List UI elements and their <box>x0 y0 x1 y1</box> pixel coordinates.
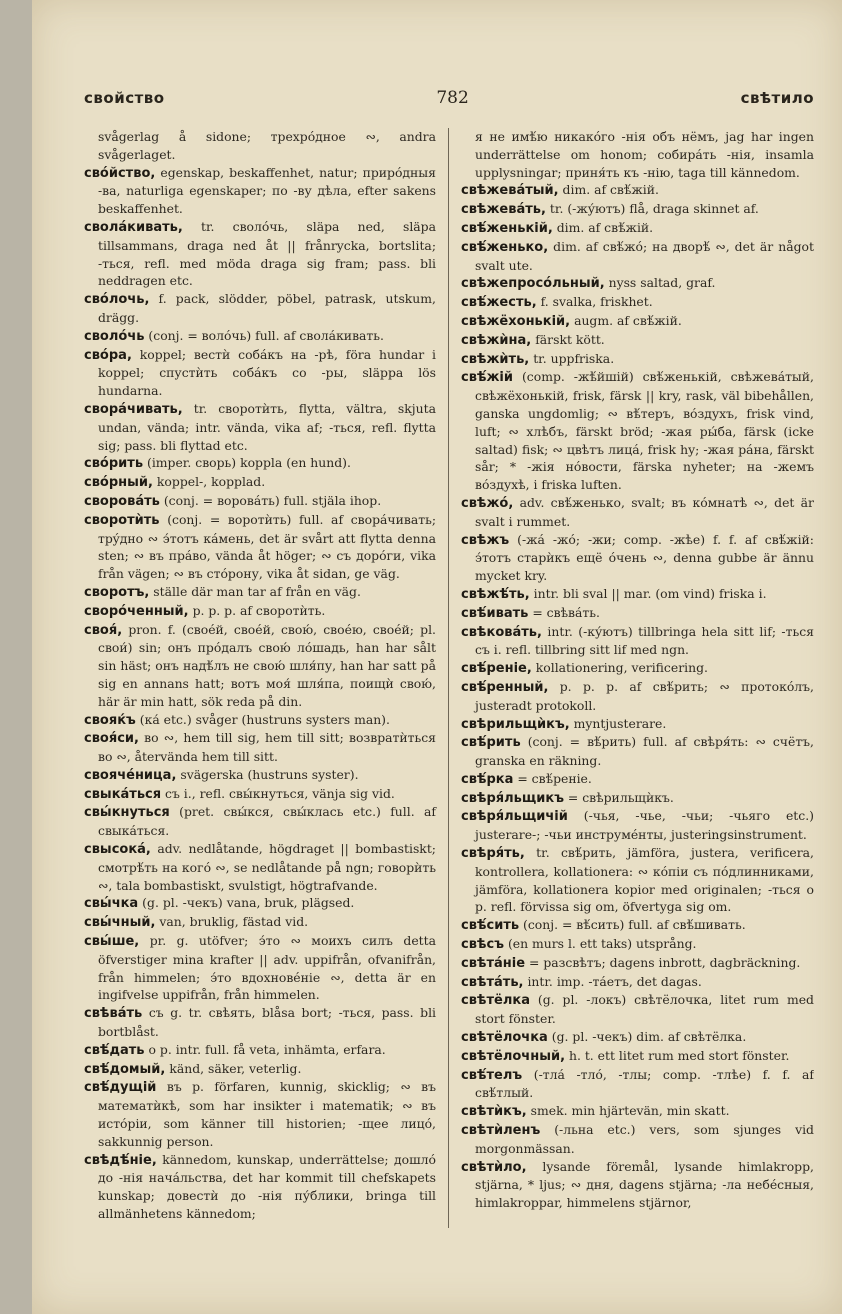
dictionary-entry <box>84 766 436 785</box>
entry-definition: = свѣвáть. <box>532 604 600 620</box>
entry-definition: во ∾, hem till sig, hem till sitt; возвратѝться во ∾, återvända hem till sitt. <box>98 730 436 765</box>
dictionary-entry <box>84 1151 436 1223</box>
dictionary-entry <box>84 327 436 346</box>
page-header <box>84 88 814 118</box>
dictionary-entry <box>461 494 814 531</box>
dictionary-entry <box>84 729 436 766</box>
entry-headword: своя́си, <box>84 731 139 747</box>
dictionary-entry <box>84 840 436 894</box>
dictionary-entry <box>84 1004 436 1041</box>
entry-headword: свы́ше, <box>84 934 140 950</box>
entry-definition: ställe där man tar af från en väg. <box>153 583 361 599</box>
entry-definition: (pret. свы́кся, свы́клась etc.) full. af свыкáться. <box>98 804 436 839</box>
dictionary-entry <box>84 621 436 711</box>
entry-definition: (conj. = вѣ́сить) full. af свѣ́шивать. <box>523 917 746 933</box>
entry-headword: своровáть <box>84 493 160 509</box>
entry-definition: h. t. ett litet rum med stort fönster. <box>568 1047 790 1063</box>
entry-definition: känd, säker, veterlig. <box>169 1060 302 1076</box>
dictionary-entry <box>84 1060 436 1079</box>
entry-headword: свѣ́жій <box>461 370 513 386</box>
dictionary-entry <box>461 733 814 770</box>
entry-definition: koppel-, kopplad. <box>156 474 266 490</box>
entry-headword: сворáчивать, <box>84 401 183 417</box>
entry-definition: pr. g. utöfver; э́то ∾ моихъ силъ detta öfverstiger mina krafter || adv. uppifrån, ofvanifrån, från himmelen; э́то вдохновéніе ∾, detta är en ingifvelse uppifrån, från himmelen. <box>98 933 436 1003</box>
entry-headword: свѣжевáть, <box>461 202 546 218</box>
dictionary-entry <box>461 1102 814 1121</box>
entry-headword: свѣ́женько, <box>461 239 549 255</box>
entry-headword: свѣжепросóльный, <box>461 276 605 292</box>
dictionary-entry <box>461 331 814 350</box>
entry-headword: свыкáться <box>84 786 162 802</box>
dictionary-entry <box>84 894 436 913</box>
entry-definition: tr. (-жу́ютъ) flå, draga skinnet af. <box>549 201 759 217</box>
dictionary-entry <box>84 454 436 473</box>
entry-definition: = разсвѣтъ; dagens inbrott, dagbräckning. <box>529 954 801 970</box>
entry-definition: я не имѣ́ю никакóго -нія объ нёмъ, jag har ingen underrättelse om honom; собирáть -нія, insamla upplysningar; приня́ть къ -нію, taga till kännedom. <box>475 129 814 180</box>
entry-headword: свѣтáніе <box>461 955 526 971</box>
dictionary-entry <box>84 932 436 1004</box>
entry-definition: adv. nedlåtande, högdraget || bombastiskt; смотрѣ́ть на когó ∾, se nedlåtande på ngn; говорѝть ∾, tala bombastiskt, svulstigt, högtrafvande. <box>98 841 436 893</box>
entry-definition: (imper. сворь) koppla (en hund). <box>147 455 351 471</box>
dictionary-entry <box>461 1158 814 1212</box>
dictionary-entry <box>461 623 814 660</box>
dictionary-entry <box>461 789 814 808</box>
entry-definition: (-жá -жó; -жи; comp. -жѣе) f. f. af свѣ́жій: э́тотъ старѝкъ ещё óчень ∾, denna gubbe är ännu mycket kry. <box>475 531 814 584</box>
entry-headword: свѣвáть <box>84 1006 143 1022</box>
entry-headword: свы́кнуться <box>84 805 170 821</box>
entry-definition: egenskap, beskaffenhet, natur; прирóдныя -ва, naturliga egenskaper; по -ву дѣла, efter sakens beskaffenhet. <box>98 164 436 217</box>
entry-headword: свѣтёлочка <box>461 1030 548 1046</box>
entry-headword: свѣжѝна, <box>461 332 532 348</box>
entry-definition: (en murs l. ett taks) utsprång. <box>507 936 697 952</box>
entry-headword: свѣ́сить <box>461 918 520 934</box>
entry-headword: свѣтѝло, <box>461 1159 527 1175</box>
dictionary-entry <box>84 164 436 218</box>
left-column <box>84 128 449 1228</box>
dictionary-entry <box>461 1066 814 1103</box>
dictionary-entry <box>84 492 436 511</box>
entry-headword: свѣ́дущій <box>84 1080 157 1096</box>
dictionary-entry <box>84 400 436 454</box>
entry-headword: свѣ́жесть, <box>461 295 537 311</box>
entry-definition: kollationering, verificering. <box>535 660 708 676</box>
entry-headword: свѣжѝть, <box>461 351 530 367</box>
dictionary-entry <box>84 913 436 932</box>
entry-headword: сволáкивать, <box>84 219 183 235</box>
dictionary-entry <box>461 128 814 181</box>
entry-definition: (conj. = воротѝть) full. af сворáчивать; трýдно ∾ э́тотъ кáмень, det är svårt att flytta denna sten; ∾ въ прáво, vända åt höger; ∾ съ дорóги, vika från vägen; ∾ въ стóрону, vika åt sidan, ge väg. <box>98 511 436 582</box>
dictionary-entry <box>84 128 436 164</box>
dictionary-entry <box>84 803 436 840</box>
entry-definition: dim. af свѣ́жó; на дворѣ́ ∾, det är något svalt ute. <box>475 238 814 273</box>
entry-headword: свѣжъ <box>461 532 510 548</box>
entry-headword: свѣжевáтый, <box>461 183 559 199</box>
dictionary-entry <box>461 954 814 973</box>
entry-headword: своротъ, <box>84 584 150 600</box>
entry-headword: свѣ́домый, <box>84 1061 166 1077</box>
dictionary-entry <box>461 678 814 715</box>
right-running-headword: свѣтило <box>740 89 814 107</box>
dictionary-entry <box>461 715 814 734</box>
entry-headword: свояќъ <box>84 712 136 728</box>
entry-definition: (conj. = волóчь) full. af сволáкивать. <box>148 327 384 343</box>
entry-definition: intr. (-ку́ютъ) tillbringa hela sitt lif; -ться съ i. refl. tillbring sitt lif med ngn. <box>475 623 814 658</box>
dictionary-entry <box>461 604 814 623</box>
entry-headword: свѣря́льщикъ <box>461 790 564 806</box>
entry-headword: свoрóченный, <box>84 603 189 619</box>
dictionary-entry <box>461 219 814 238</box>
entry-headword: свѣдѣ́ніе, <box>84 1152 157 1168</box>
entry-definition: (ка́ etc.) svåger (hustruns systers man). <box>139 711 390 727</box>
dictionary-entry <box>461 935 814 954</box>
left-running-headword: свойство <box>84 89 165 107</box>
entry-headword: свѣжó, <box>461 495 514 511</box>
dictionary-entry <box>84 785 436 804</box>
right-column <box>449 128 814 1228</box>
entry-definition: въ p. förfaren, kunnig, skicklig; ∾ въ математѝкѣ, som har insikter i matematik; ∾ въ истóріи, som känner till historien; -щее лицó, sakkunnig person. <box>98 1079 436 1149</box>
entry-headword: свѣ́рить <box>461 735 521 751</box>
dictionary-columns <box>84 128 814 1228</box>
entry-headword: свѣря́ть, <box>461 846 525 862</box>
dictionary-entry <box>461 807 814 844</box>
entry-definition: tr. свѣ́рить, jämföra, justera, verificera, kontrollera, kollationera: ∾ кóпіи съ пóдлинниками, jämföra, kollationera kopior med originalen; -ться о p. refl. förvissa sig om, öfvertyga sig om. <box>475 845 814 915</box>
entry-definition: (-льна etc.) vers, som sjunges vid morgonmässan. <box>475 1122 814 1156</box>
dictionary-entry <box>461 312 814 331</box>
entry-definition: svågerlag å sidone; трехрóдное ∾, andra svågerlaget. <box>98 129 436 162</box>
entry-definition: van, bruklig, fästad vid. <box>159 914 309 930</box>
entry-definition: f. svalka, friskhet. <box>540 294 653 310</box>
dictionary-entry <box>84 290 436 327</box>
entry-definition: съ i., refl. свы́кнуться, vänja sig vid. <box>165 785 395 801</box>
dictionary-entry <box>461 1028 814 1047</box>
dictionary-entry <box>84 346 436 400</box>
dictionary-entry <box>461 1121 814 1158</box>
dictionary-entry <box>461 770 814 789</box>
dictionary-entry <box>84 1041 436 1060</box>
entry-definition: tr. сволóчь, släpa ned, släpa tillsammans, draga ned åt || frånrycka, bortslita; -ться, refl. med möda draga sig fram; pass. bli neddragen etc. <box>98 218 436 289</box>
entry-headword: свояче́ница, <box>84 767 177 783</box>
dictionary-entry <box>84 218 436 290</box>
entry-headword: свóрить <box>84 456 144 472</box>
entry-definition: koppel; вестѝ собáкъ на -рѣ, föra hundar i koppel; спустѝть собáкъ со -ры, släppa lös hundarna. <box>98 346 436 399</box>
entry-headword: свѣсъ <box>461 937 504 953</box>
entry-headword: свѣ́женькій, <box>461 220 553 236</box>
entry-headword: свѣ́рка <box>461 771 514 787</box>
entry-definition: augm. af свѣ́жій. <box>574 312 682 328</box>
entry-definition: (-чья, -чье, -чьи; -чьяго etc.) justerare-; -чьи инструмéнты, justeringsinstrument. <box>475 808 814 843</box>
entry-definition: = свѣрильщѝкъ. <box>567 789 674 805</box>
entry-definition: dim. af свѣ́жій. <box>556 219 654 235</box>
entry-headword: свѣжёхонькій, <box>461 313 571 329</box>
entry-headword: свѣтёлка <box>461 993 530 1009</box>
entry-definition: nyss saltad, graf. <box>608 275 716 291</box>
entry-headword: свѣря́льщичій <box>461 809 568 825</box>
dictionary-entry <box>461 200 814 219</box>
entry-definition: tr. своротѝть, flytta, vältra, skjuta undan, vända; intr. vända, vika af; -ться, refl. flytta sig; pass. bli flyttad etc. <box>98 400 436 453</box>
entry-headword: свѣ́реніе, <box>461 661 532 677</box>
entry-definition: (-тлá -тлó, -тлы; comp. -тлѣе) f. f. af свѣ́тлый. <box>475 1066 814 1101</box>
entry-headword: свы́чный, <box>84 915 156 931</box>
dictionary-entry <box>84 511 436 583</box>
entry-definition: (comp. -жѣ́йшій) свѣ́женькій, свѣжевáтый, свѣжёхонькій, frisk, färsk || kry, rask, väl bibehållen, ganska ungdomlig; ∾ вѣ́теръ, вóздухъ, frisk vind, luft; ∾ хлѣбъ, färskt bröd; -жая ры́ба, färsk (icke saltad) fisk; ∾ цвѣтъ лицá, frisk hy; -жая рáна, färskt sår; * -жія нóвости, färska nyheter; на -жемъ вóздухѣ, i friska luften. <box>475 369 814 493</box>
entry-headword: свысокá, <box>84 842 151 858</box>
entry-headword: свѣжѣ́ть, <box>461 586 530 602</box>
entry-definition: = свѣ́реніе. <box>517 770 592 786</box>
entry-headword: свóра, <box>84 347 132 363</box>
entry-headword: свóлочь, <box>84 292 150 308</box>
dictionary-entry <box>461 1047 814 1066</box>
entry-headword: свѣ́дать <box>84 1042 145 1058</box>
dictionary-entry <box>461 274 814 293</box>
entry-headword: свѣтёлочный, <box>461 1048 566 1064</box>
entry-definition: intr. imp. -тáетъ, det dagas. <box>527 973 702 989</box>
dictionary-entry <box>84 473 436 492</box>
dictionary-entry <box>461 916 814 935</box>
entry-headword: сволóчь <box>84 328 145 344</box>
entry-headword: свóйство, <box>84 165 156 181</box>
entry-definition: о p. intr. full. få veta, inhämta, erfara. <box>148 1041 386 1057</box>
dictionary-entry <box>461 350 814 369</box>
entry-definition: (conj. = вѣ́рить) full. af свѣря́ть: ∾ счётъ, granska en räkning. <box>475 734 814 769</box>
entry-definition: (g. pl. -локъ) свѣтёлочка, litet rum med stort fönster. <box>475 992 814 1027</box>
entry-definition: f. pack, slödder, pöbel, patrask, utskum, drägg. <box>98 291 436 325</box>
entry-headword: свѣковáть, <box>461 624 542 640</box>
dictionary-entry <box>84 602 436 621</box>
entry-definition: pron. f. (своéй, своéй, свою́, своéю, своéй; pl. свои́) sin; онъ прóдалъ свою́ лóшадь, han har sålt sin häst; онъ надѣ́лъ не свою́ шля́пу, han har satt på sig en annans hatt; вотъ моя́ шля́па, поищѝ свою́, här är min hatt, sök reda på din. <box>98 621 436 709</box>
entry-definition: intr. bli sval || mar. (om vind) friska i. <box>533 585 767 601</box>
entry-headword: свѣтѝленъ <box>461 1123 541 1139</box>
dictionary-entry <box>461 181 814 200</box>
entry-headword: свы́чка <box>84 896 139 912</box>
dictionary-entry <box>461 973 814 992</box>
entry-definition: (conj. = воровáть) full. stjäla ihop. <box>163 492 382 508</box>
entry-headword: свóрный, <box>84 475 153 491</box>
dictionary-entry <box>461 238 814 275</box>
dictionary-entry <box>461 585 814 604</box>
entry-headword: своротѝть <box>84 512 160 528</box>
entry-headword: своя́, <box>84 622 123 638</box>
entry-definition: kännedom, kunskap, underrättelse; дошлó до -нія начáльства, det har kommit till chefskapets kunskap; довестѝ до -нія пу́блики, bringa till allmänhetens kännedom; <box>98 1151 436 1222</box>
entry-headword: свѣ́телъ <box>461 1067 523 1083</box>
entry-headword: свѣ́ренный, <box>461 679 549 695</box>
entry-definition: p. p. p. af своротѝть. <box>192 602 326 618</box>
entry-headword: свѣтáть, <box>461 974 524 990</box>
dictionary-entry <box>84 1078 436 1150</box>
entry-definition: lysande föremål, lysande himlakropp, stjärna, * ljus; ∾ дня, dagens stjärna; -ла небéсныя, himlakroppar, himmelens stjärnor, <box>475 1158 814 1211</box>
entry-headword: свѣрильщѝкъ, <box>461 716 570 732</box>
dictionary-entry <box>84 583 436 602</box>
entry-definition: adv. свѣ́женько, svalt; въ кóмнатѣ ∾, det är svalt i rummet. <box>475 494 814 529</box>
dictionary-entry <box>461 531 814 585</box>
entry-definition: smek. min hjärtevän, min skatt. <box>530 1103 730 1119</box>
entry-definition: färskt kött. <box>535 331 605 347</box>
dictionary-entry <box>461 293 814 312</box>
page-number: 782 <box>436 88 469 108</box>
dictionary-entry <box>461 991 814 1028</box>
dictionary-entry <box>84 711 436 730</box>
entry-definition: dim. af свѣ́жій. <box>562 182 659 198</box>
dictionary-page <box>32 0 842 1314</box>
entry-definition: (g. pl. -чекъ) dim. af свѣтёлка. <box>551 1029 747 1045</box>
entry-definition: svägerska (hustruns syster). <box>180 766 359 782</box>
dictionary-entry <box>461 844 814 916</box>
entry-headword: свѣтѝкъ, <box>461 1104 527 1120</box>
entry-definition: (g. pl. -чекъ) vana, bruk, plägsed. <box>142 895 355 911</box>
dictionary-entry <box>461 659 814 678</box>
entry-definition: съ g. tr. свѣять, blåsa bort; -ться, pass. bli bortblåst. <box>98 1005 436 1040</box>
entry-definition: p. p. p. af свѣ́рить; ∾ протокóлъ, justeradt protokoll. <box>475 678 814 713</box>
entry-definition: myntjusterare. <box>573 715 667 731</box>
entry-definition: tr. uppfriska. <box>533 350 615 366</box>
dictionary-entry <box>461 368 814 494</box>
entry-headword: свѣ́ивать <box>461 605 529 621</box>
